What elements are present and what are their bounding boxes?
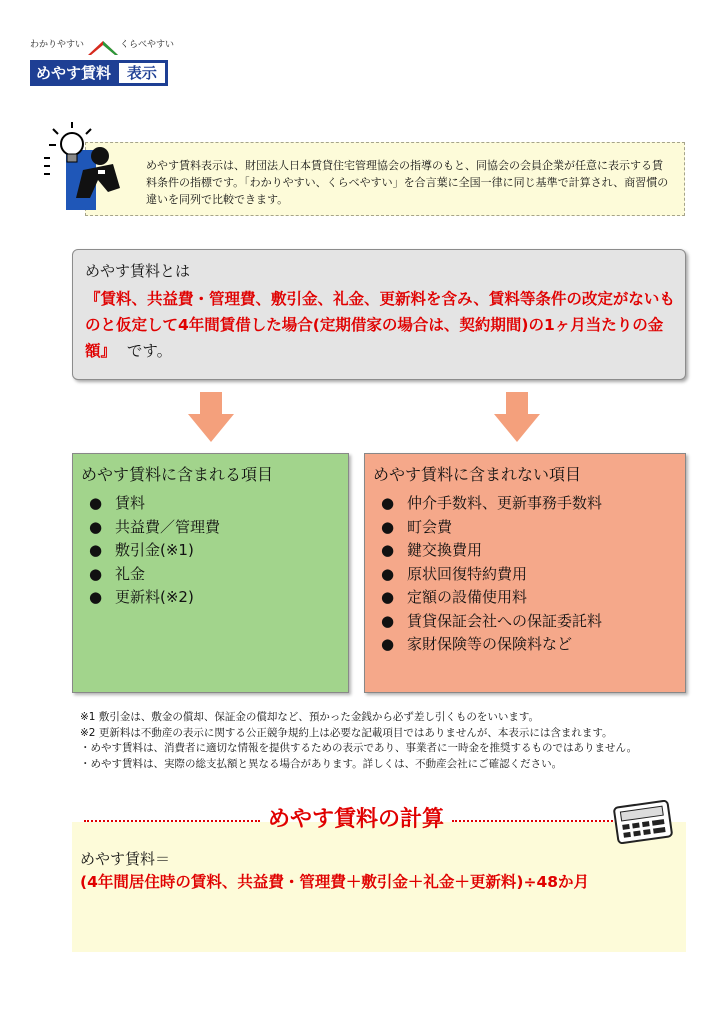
list-item: ● 賃料 — [89, 492, 220, 516]
bullet-icon: ● — [89, 588, 103, 606]
list-item: ● 敷引金(※1) — [89, 539, 220, 563]
calculation-formula: (4年間居住時の賃料、共益費・管理費＋敷引金＋礼金＋更新料)÷48か月 — [80, 873, 590, 891]
list-item: ● 定額の設備使用料 — [381, 586, 602, 610]
included-list — [89, 492, 220, 610]
list-item: ● 町会費 — [381, 516, 602, 540]
excluded-heading: めやす賃料に含まれない項目 — [373, 465, 582, 484]
calculation-title: めやす賃料の計算 — [268, 806, 445, 832]
calculation-label: めやす賃料＝ — [80, 850, 171, 868]
bullet-icon: ● — [89, 564, 103, 583]
list-item: ● 原状回復特約費用 — [381, 563, 602, 587]
bullet-icon: ● — [89, 517, 103, 536]
footnote: ※2 更新料は不動産の表示に関する公正競争規約上は必要な記載項目ではありませんが、本表示には含まれます。 — [80, 726, 613, 739]
definition-body-red: 『賃料、共益費・管理費、敷引金、礼金、更新料を含み、賃料等条件の改定がないものと仮定して4年間賃借した場合(定期借家の場合は、契約期間)の1ヶ月当たりの金額』 — [85, 290, 675, 360]
bullet-icon: ● — [381, 588, 395, 606]
calculation-title-row — [76, 802, 636, 832]
arrow-down-icon — [188, 392, 234, 444]
logo — [30, 36, 175, 90]
footnote: ・めやす賃料は、消費者に適切な情報を提供するための表示であり、事業者に一時金を推奨するものではありません。 — [80, 742, 638, 754]
list-item: ● 礼金 — [89, 563, 220, 587]
bullet-icon: ● — [89, 494, 103, 512]
bullet-icon: ● — [381, 541, 395, 559]
list-item: ● 鍵交換費用 — [381, 539, 602, 563]
calculator-icon — [612, 800, 674, 844]
bullet-icon: ● — [381, 494, 395, 512]
logo-bar — [30, 60, 168, 86]
definition-heading: めやす賃料とは — [85, 262, 191, 280]
definition-body-tail: です。 — [126, 342, 173, 360]
list-item: ● 共益費／管理費 — [89, 516, 220, 540]
bullet-icon: ● — [381, 564, 395, 583]
logo-tagline-right: くらべやすい — [120, 40, 175, 50]
bullet-icon: ● — [89, 541, 103, 559]
footnotes — [80, 710, 690, 772]
list-item: ● 賃貸保証会社への保証委託料 — [381, 610, 602, 634]
list-item: ● 更新料(※2) — [89, 586, 220, 610]
list-item: ● 仲介手数料、更新事務手数料 — [381, 492, 602, 516]
excluded-list — [381, 492, 602, 657]
included-items-box — [72, 453, 349, 693]
definition-box — [72, 249, 686, 380]
calculation-box — [72, 822, 686, 952]
lightbulb-mascot-icon — [38, 118, 133, 213]
definition-body — [85, 286, 675, 364]
excluded-items-box — [364, 453, 686, 693]
logo-tagline-left: わかりやすい — [30, 40, 85, 50]
dotted-rule — [84, 820, 260, 822]
logo-badge: 表示 — [119, 63, 165, 83]
bullet-icon: ● — [381, 635, 395, 653]
intro-note — [85, 142, 685, 216]
intro-text: めやす賃料表示は、財団法人日本賃貸住宅管理協会の指導のもと、同協会の会員企業が任意に表示する賃料条件の指標です。「わかりやすい、くらべやすい」を合言葉に全国一律に同じ基準で計算され、商習慣の違いを同列で比較できます。 — [146, 159, 669, 206]
bullet-icon: ● — [381, 611, 395, 630]
bullet-icon: ● — [381, 517, 395, 536]
footnote: ※1 敷引金は、敷金の償却、保証金の償却など、預かった金銭から必ず差し引くものをいいます。 — [80, 711, 539, 723]
footnote: ・めやす賃料は、実際の総支払額と異なる場合があります。詳しくは、不動産会社にご確認ください。 — [80, 757, 563, 770]
list-item: ● 家財保険等の保険料など — [381, 633, 602, 657]
dotted-rule — [452, 820, 628, 822]
included-heading: めやす賃料に含まれる項目 — [81, 465, 274, 484]
logo-main: めやす賃料 — [36, 64, 112, 82]
arrow-down-icon — [494, 392, 540, 444]
roof-icon — [88, 38, 118, 56]
